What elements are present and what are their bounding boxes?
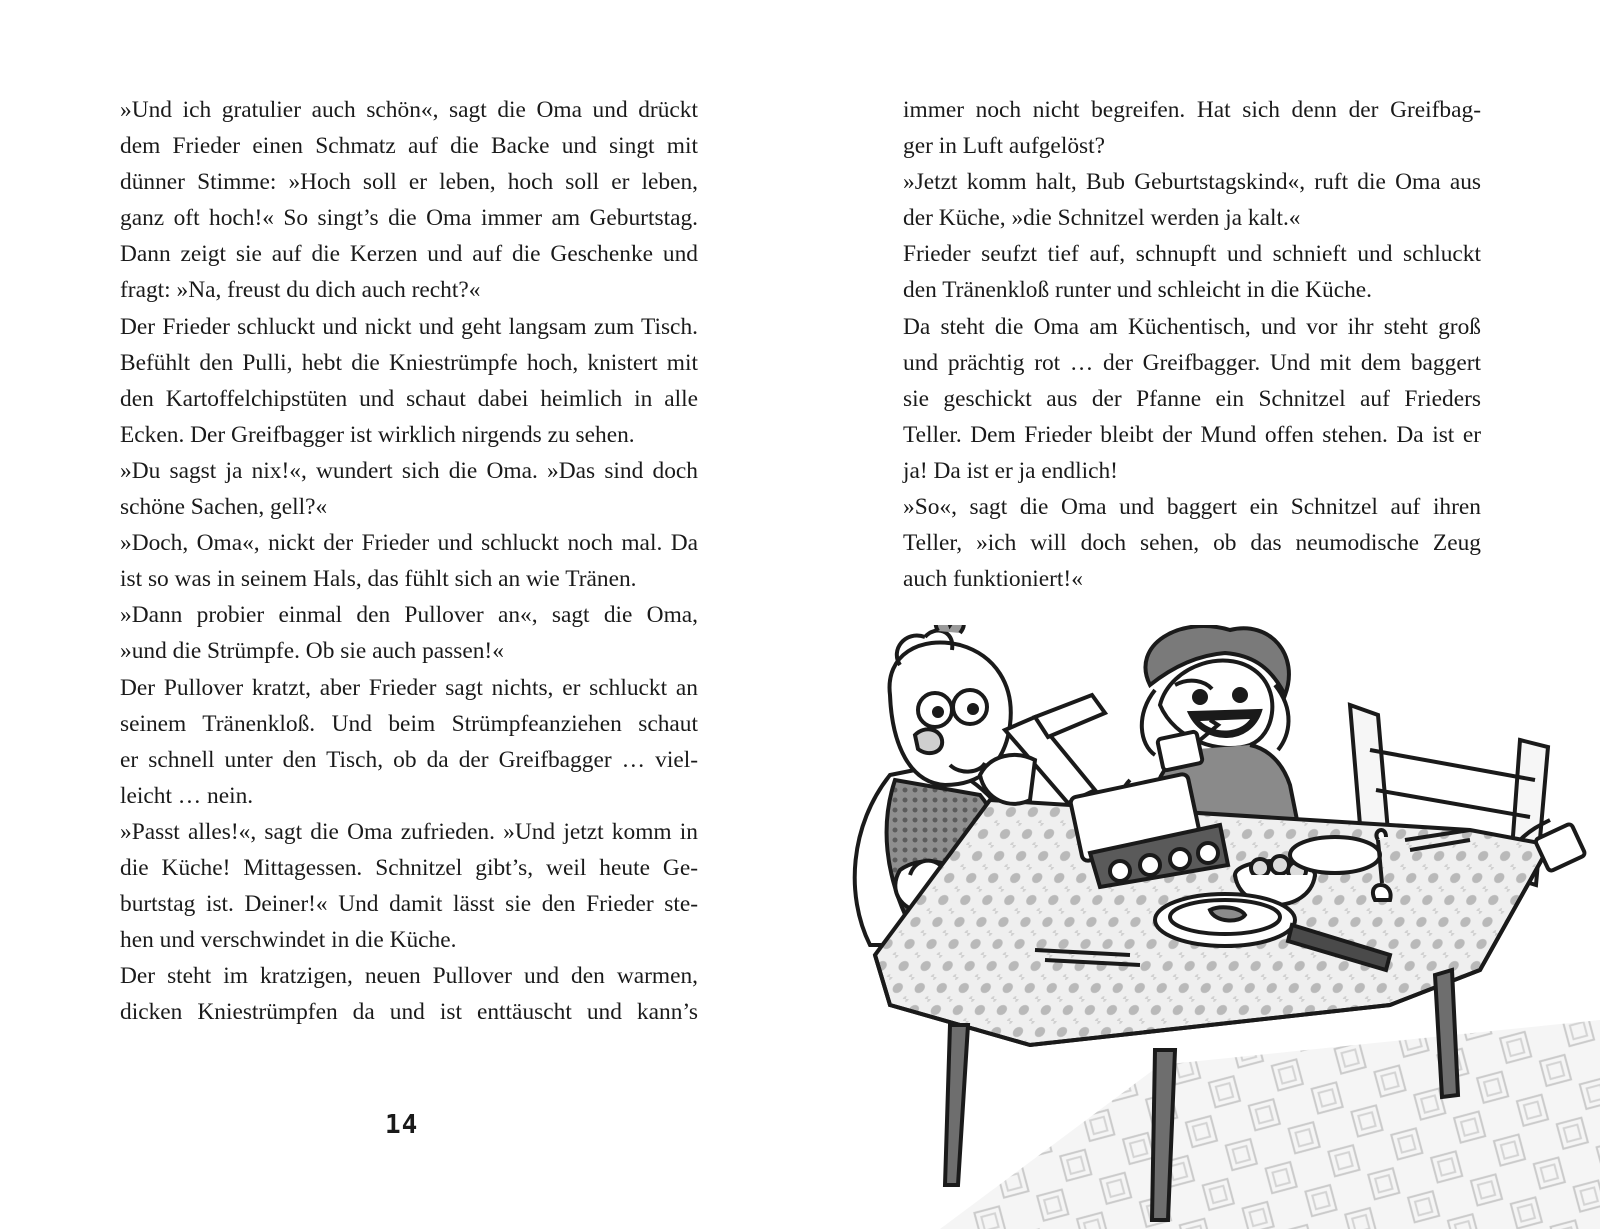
right-text-line: Da steht die Oma am Küchentisch, und vor ihr steht groß <box>903 313 1481 340</box>
left-text-line: »und die Strümpfe. Ob sie auch passen!« <box>120 638 504 665</box>
left-text-line: seinem Tränenkloß. Und beim Strümpfeanziehen schaut <box>120 710 698 737</box>
left-text-line: Der Frieder schluckt und nickt und geht langsam zum Tisch. <box>120 313 698 340</box>
left-text-line: leicht … nein. <box>120 782 254 809</box>
floor-rug <box>940 1020 1600 1229</box>
left-text-line: Ecken. Der Greifbagger ist wirklich nirgends zu sehen. <box>120 421 635 448</box>
left-text-line: ganz oft hoch!« So singt’s die Oma immer am Geburtstag. <box>120 205 698 232</box>
plate <box>1290 837 1380 873</box>
right-text-line: den Tränenkloß runter und schleicht in die Küche. <box>903 277 1373 304</box>
left-text-line: Der Pullover kratzt, aber Frieder sagt nichts, er schluckt an <box>120 674 698 701</box>
right-text-line: Frieder seufzt tief auf, schnupft und schnieft und schluckt <box>903 241 1481 268</box>
left-text-line: ist so was in seinem Hals, das fühlt sich an wie Tränen. <box>120 566 637 593</box>
left-text-line: »Passt alles!«, sagt die Oma zufrieden. »Und jetzt komm in <box>120 818 698 845</box>
right-text-line: Teller. Dem Frieder bleibt der Mund offen stehen. Da ist er <box>903 421 1481 448</box>
left-page-text <box>120 92 698 1030</box>
right-text-line: auch funktioniert!« <box>903 566 1083 593</box>
left-text-line: dem Frieder einen Schmatz auf die Backe und singt mit <box>120 133 698 160</box>
left-text-line: die Küche! Mittagessen. Schnitzel gibt’s, weil heute Ge- <box>120 854 698 881</box>
left-text-line: »Du sagst ja nix!«, wundert sich die Oma. »Das sind doch <box>120 457 698 484</box>
right-text-line: »So«, sagt die Oma und baggert ein Schnitzel auf ihren <box>903 494 1481 521</box>
right-text-line: ja! Da ist er ja endlich! <box>903 457 1118 484</box>
right-text-line: und prächtig rot … der Greifbagger. Und mit dem baggert <box>903 349 1481 376</box>
right-text-line: sie geschickt aus der Pfanne ein Schnitzel auf Frieders <box>903 385 1481 412</box>
right-text-line: der Küche, »die Schnitzel werden ja kalt.« <box>903 205 1301 232</box>
right-page-text <box>903 92 1481 597</box>
left-text-line: er schnell unter den Tisch, ob da der Greifbagger … viel- <box>120 746 698 773</box>
left-text-line: hen und verschwindet in die Küche. <box>120 927 457 954</box>
right-text-line: »Jetzt komm halt, Bub Geburtstagskind«, ruft die Oma aus <box>903 169 1481 196</box>
left-text-line: Befühlt den Pulli, hebt die Kniestrümpfe hoch, knistert mit <box>120 349 698 376</box>
left-text-line: schöne Sachen, gell?« <box>120 494 328 521</box>
left-text-line: dünner Stimme: »Hoch soll er leben, hoch soll er leben, <box>120 169 698 196</box>
right-text-line: immer noch nicht begreifen. Hat sich denn der Greifbag- <box>903 97 1481 123</box>
left-text-line: Dann zeigt sie auf die Kerzen und auf die Geschenke und <box>120 241 698 268</box>
right-page <box>800 0 1600 1229</box>
left-text-line: burtstag ist. Deiner!« Und damit lässt sie den Frieder ste- <box>120 891 698 918</box>
kitchen-table-illustration <box>830 625 1600 1229</box>
left-text-line: »Doch, Oma«, nickt der Frieder und schluckt noch mal. Da <box>120 530 698 557</box>
left-text-line: »Und ich gratulier auch schön«, sagt die Oma und drückt <box>120 97 698 123</box>
right-text-line: ger in Luft aufgelöst? <box>903 133 1105 160</box>
left-text-line: dicken Kniestrümpfen da und ist enttäuscht und kann’s <box>120 999 698 1026</box>
left-text-line: Der steht im kratzigen, neuen Pullover und den warmen, <box>120 963 698 990</box>
left-text-line: »Dann probier einmal den Pullover an«, sagt die Oma, <box>120 602 698 629</box>
left-text-line: den Kartoffelchipstüten und schaut dabei heimlich in alle <box>120 385 698 412</box>
right-text-line: Teller, »ich will doch sehen, ob das neumodische Zeug <box>903 530 1481 557</box>
page-number: 14 <box>385 1110 419 1140</box>
left-text-line: fragt: »Na, freust du dich auch recht?« <box>120 277 481 304</box>
